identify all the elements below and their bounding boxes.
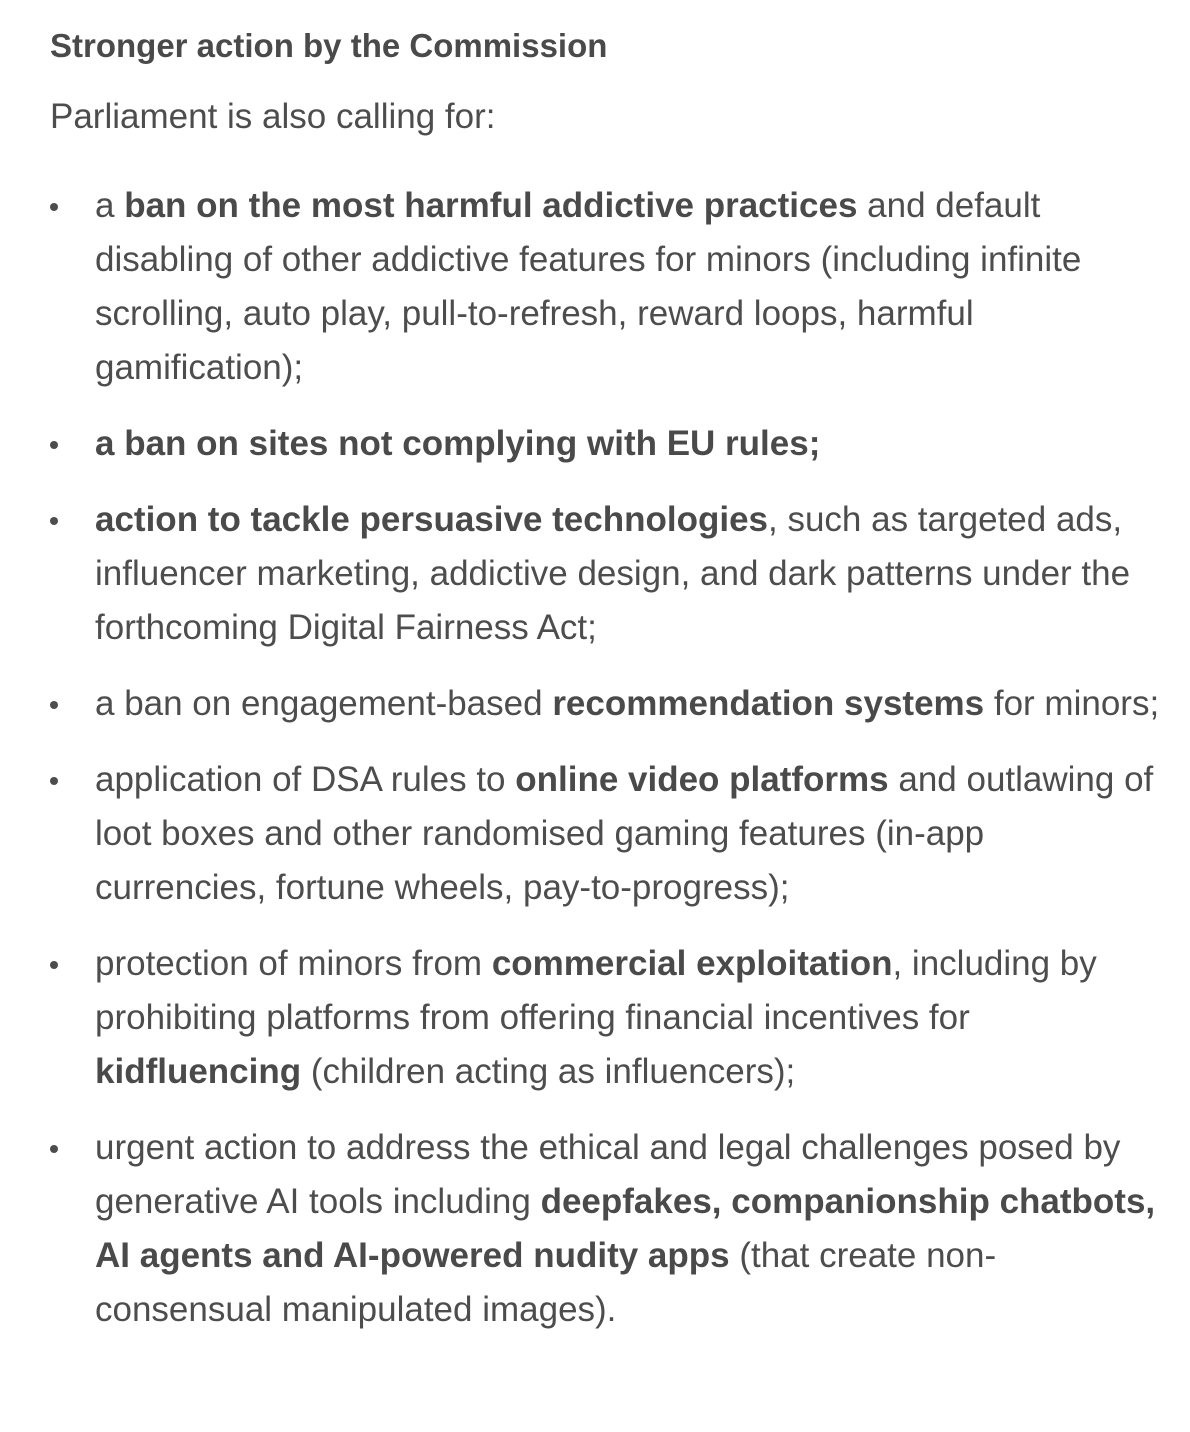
- item-emphasis: deepfakes, companionship chatbots, AI agents and AI-powered nudity apps: [95, 1182, 1156, 1275]
- item-text: a ban on engagement-based: [95, 684, 553, 723]
- bullet-icon: [50, 1145, 58, 1153]
- item-text: protection of minors from: [95, 944, 492, 983]
- bullet-icon: [50, 517, 58, 525]
- item-emphasis: ban on the most harmful addictive practices: [124, 186, 858, 225]
- list-item: [50, 677, 1160, 731]
- bullet-icon: [50, 203, 58, 211]
- list-item: [50, 753, 1160, 915]
- item-emphasis: commercial exploitation: [491, 944, 893, 983]
- article-section: [50, 24, 1160, 1359]
- item-emphasis: action to tackle persuasive technologies: [95, 500, 768, 539]
- list-item: [50, 179, 1160, 395]
- list-item: [50, 493, 1160, 655]
- section-heading: Stronger action by the Commission: [50, 27, 608, 64]
- item-text: , such as targeted ads, influencer marketing, addictive design, and dark patterns under the forthcoming Digital Fairness Act;: [95, 500, 1131, 647]
- item-text: and outlawing of loot boxes and other randomised gaming features (in-app currencies, fortune wheels, pay-to-progress);: [95, 760, 1154, 907]
- item-text: for minors;: [984, 684, 1160, 723]
- item-text: a: [95, 186, 125, 225]
- item-emphasis: recommendation systems: [552, 684, 985, 723]
- list-item: [50, 1121, 1160, 1337]
- intro-paragraph: Parliament is also calling for:: [50, 97, 496, 136]
- list-item: [50, 417, 1160, 471]
- item-text: urgent action to address the ethical and legal challenges posed by generative AI tools including: [95, 1128, 1121, 1221]
- bullet-icon: [50, 777, 58, 785]
- item-text: (that create non-consensual manipulated images).: [95, 1236, 997, 1329]
- item-text: (children acting as influencers);: [301, 1052, 796, 1091]
- item-emphasis: a ban on sites not complying with EU rules;: [95, 424, 821, 463]
- item-emphasis: online video platforms: [515, 760, 889, 799]
- item-text: , including by prohibiting platforms from offering financial incentives for: [95, 944, 1097, 1037]
- bullet-icon: [50, 961, 58, 969]
- item-text: and default disabling of other addictive features for minors (including infinite scrolling, auto play, pull-to-refresh, reward loops, harmful gamification);: [95, 186, 1082, 387]
- list-item: [50, 937, 1160, 1099]
- bullet-icon: [50, 441, 58, 449]
- bullet-icon: [50, 701, 58, 709]
- item-text: application of DSA rules to: [95, 760, 516, 799]
- item-emphasis: kidfluencing: [95, 1052, 302, 1091]
- demands-list: [50, 179, 1160, 1337]
